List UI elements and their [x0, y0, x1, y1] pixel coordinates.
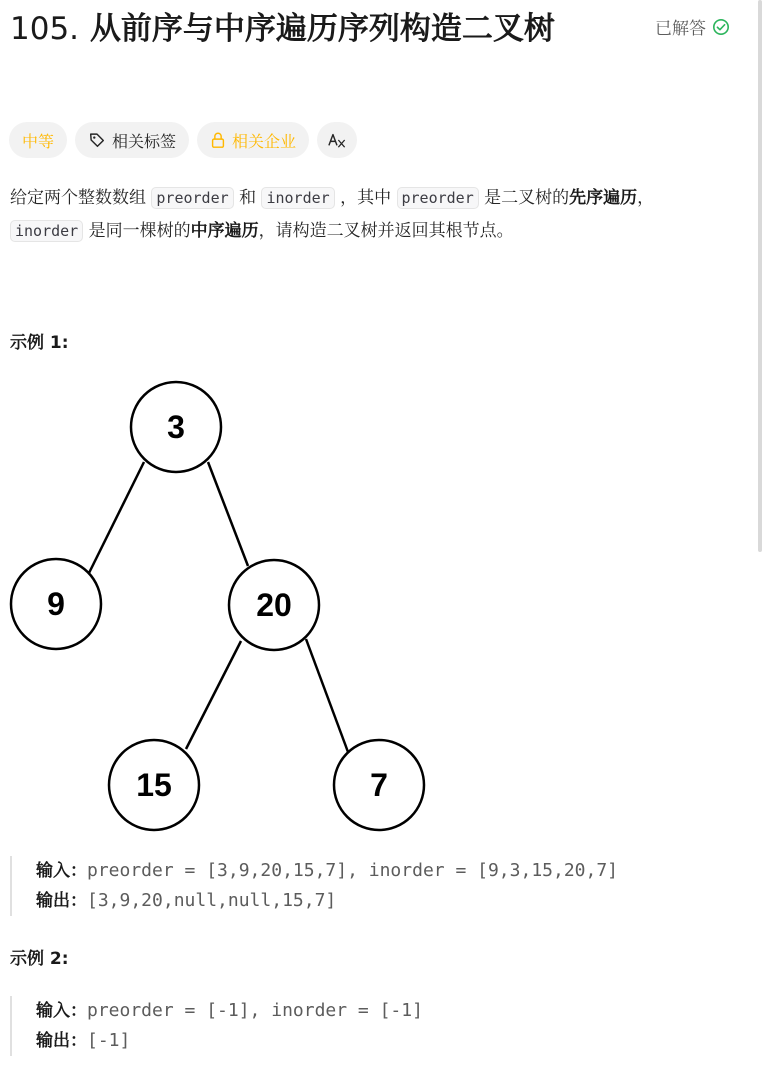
related-topics-button[interactable] [75, 122, 189, 158]
example-2-block [10, 996, 740, 1056]
statement-text: 给定两个整数数组 [10, 188, 146, 208]
tree-edge [89, 462, 144, 573]
tree-node-label: 20 [256, 587, 292, 623]
statement-bold: 中序遍历 [190, 221, 259, 241]
tree-edge [306, 639, 348, 752]
statement-bold: 先序遍历 [569, 188, 638, 208]
related-companies-button[interactable] [197, 122, 309, 158]
inline-code: preorder [397, 187, 479, 209]
example-1-title: 示例 1: [10, 333, 69, 353]
tree-node-label: 3 [167, 409, 185, 445]
statement-text: ，其中 [340, 188, 392, 208]
statement-text: ，请构造二叉树并返回其根节点。 [258, 221, 514, 241]
tag-bar [9, 122, 357, 158]
tree-edge [186, 641, 241, 749]
example-1-block [10, 856, 740, 916]
problem-statement [10, 182, 730, 248]
input-label: 输入： [36, 861, 87, 881]
related-topics-label: 相关标签 [112, 131, 177, 151]
related-companies-label: 相关企业 [232, 131, 297, 151]
statement-text: 是同一棵树的 [88, 221, 191, 241]
inline-code: preorder [151, 187, 233, 209]
example-input: preorder = [-1], inorder = [-1] [87, 1000, 423, 1021]
difficulty-badge [9, 122, 67, 158]
input-label: 输入： [36, 1001, 87, 1021]
statement-text: 和 [239, 188, 257, 208]
example-input: preorder = [3,9,20,15,7], inorder = [9,3,15,20,7] [87, 860, 619, 881]
solved-label: 已解答 [655, 19, 706, 39]
output-label: 输出： [36, 891, 87, 911]
example-2-title: 示例 2: [10, 949, 69, 969]
difficulty-label: 中等 [22, 131, 55, 151]
output-label: 输出： [36, 1031, 87, 1051]
check-circle-icon [712, 18, 730, 36]
statement-text: 是二叉树的 [484, 188, 570, 208]
problem-title-text: 从前序与中序遍历序列构造二叉树 [89, 11, 555, 47]
problem-title [10, 4, 610, 54]
tree-node-label: 9 [47, 586, 65, 622]
problem-number: 105. [10, 11, 80, 47]
tree-edge [208, 462, 248, 566]
tree-node-label: 15 [136, 767, 172, 803]
lock-icon [210, 131, 226, 149]
example-output: [-1] [87, 1030, 131, 1051]
binary-tree-diagram [0, 375, 440, 835]
translate-button[interactable] [317, 122, 357, 158]
tree-node-label: 7 [370, 767, 388, 803]
inline-code: inorder [10, 220, 83, 242]
solved-status [655, 14, 730, 39]
scrollbar[interactable] [758, 0, 762, 552]
translate-icon [327, 131, 347, 149]
statement-text: ， [637, 188, 655, 208]
example-output: [3,9,20,null,null,15,7] [87, 890, 337, 911]
inline-code: inorder [261, 187, 334, 209]
tag-icon [88, 131, 106, 149]
